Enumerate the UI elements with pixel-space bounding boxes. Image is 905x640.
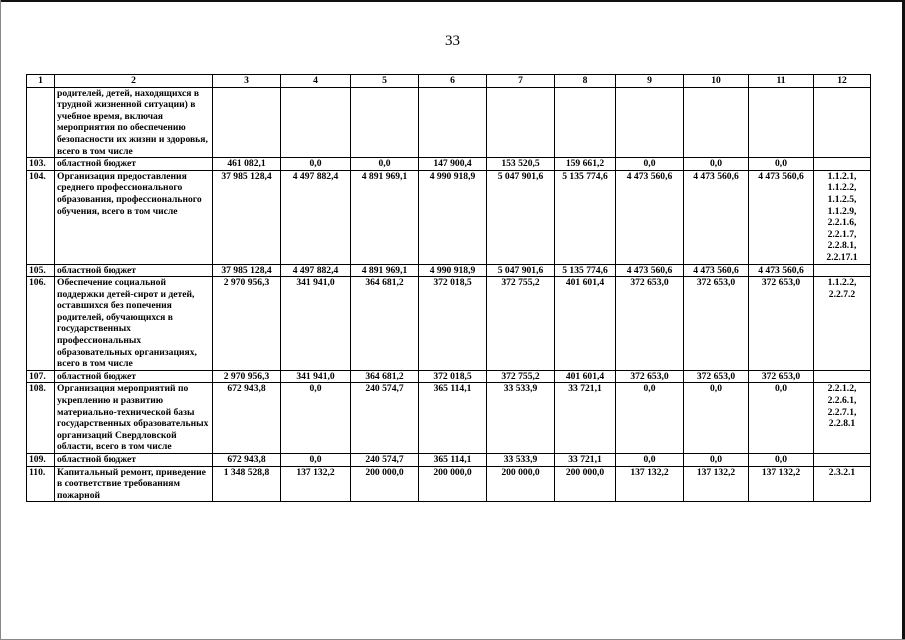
amount-cell: 401 601,4 — [555, 277, 616, 371]
amount-cell: 2 970 956,3 — [213, 277, 281, 371]
amount-cell: 0,0 — [351, 158, 419, 171]
amount-cell: 200 000,0 — [419, 466, 487, 502]
amount-cell: 0,0 — [684, 454, 749, 467]
amount-cell: 0,0 — [616, 158, 684, 171]
table-row — [27, 466, 871, 502]
amount-cell: 372 653,0 — [749, 277, 814, 371]
amount-cell: 4 497 882,4 — [281, 264, 351, 277]
amount-cell — [487, 87, 555, 158]
amount-cell: 341 941,0 — [281, 277, 351, 371]
target-reference-cell — [814, 87, 871, 158]
column-header: 11 — [749, 75, 814, 88]
scan-border-top — [0, 0, 905, 2]
amount-cell — [749, 87, 814, 158]
amount-cell — [684, 87, 749, 158]
column-header: 6 — [419, 75, 487, 88]
column-header: 2 — [55, 75, 213, 88]
table-row — [27, 87, 871, 158]
table-row — [27, 383, 871, 454]
row-number: 107. — [27, 370, 55, 383]
amount-cell: 5 135 774,6 — [555, 170, 616, 264]
table-row — [27, 454, 871, 467]
amount-cell: 147 900,4 — [419, 158, 487, 171]
amount-cell: 364 681,2 — [351, 370, 419, 383]
amount-cell — [213, 87, 281, 158]
amount-cell: 4 473 560,6 — [616, 170, 684, 264]
amount-cell: 4 891 969,1 — [351, 170, 419, 264]
target-reference: 1.1.2.2, — [827, 182, 857, 194]
row-number — [27, 87, 55, 158]
amount-cell: 401 601,4 — [555, 370, 616, 383]
column-header: 1 — [27, 75, 55, 88]
target-reference-cell — [814, 466, 871, 502]
amount-cell: 5 047 901,6 — [487, 264, 555, 277]
amount-cell: 1 348 528,8 — [213, 466, 281, 502]
target-reference-cell — [814, 454, 871, 467]
target-reference: 2.2.7.2 — [828, 288, 856, 300]
row-number: 104. — [27, 170, 55, 264]
target-reference: 2.3.2.1 — [828, 466, 856, 478]
amount-cell: 4 473 560,6 — [749, 264, 814, 277]
target-reference: 2.2.8.1 — [828, 418, 856, 430]
row-description: областной бюджет — [55, 158, 213, 171]
amount-cell: 0,0 — [749, 158, 814, 171]
amount-cell: 372 018,5 — [419, 277, 487, 371]
target-reference: 1.1.2.5, — [827, 193, 857, 205]
amount-cell: 137 132,2 — [684, 466, 749, 502]
table-body — [27, 87, 871, 502]
amount-cell: 365 114,1 — [419, 383, 487, 454]
amount-cell: 4 990 918,9 — [419, 264, 487, 277]
budget-table — [26, 74, 871, 502]
amount-cell: 365 114,1 — [419, 454, 487, 467]
target-reference: 1.1.2.9, — [827, 205, 857, 217]
target-reference: 1.1.2.2, — [827, 277, 857, 289]
amount-cell: 461 082,1 — [213, 158, 281, 171]
row-description: Организация предоставления среднего профессионального образования, профессионального обучения, всего в том числе — [55, 170, 213, 264]
row-description: Организация мероприятий по укреплению и развитию материально-технической базы государственных образовательных организаций Свердловской области, всего в том числе — [55, 383, 213, 454]
amount-cell: 4 497 882,4 — [281, 170, 351, 264]
column-header: 8 — [555, 75, 616, 88]
target-reference: 2.2.6.1, — [827, 395, 857, 407]
column-header: 10 — [684, 75, 749, 88]
row-number: 106. — [27, 277, 55, 371]
amount-cell: 0,0 — [749, 454, 814, 467]
amount-cell: 33 721,1 — [555, 383, 616, 454]
target-reference-cell — [814, 277, 871, 371]
column-header: 5 — [351, 75, 419, 88]
amount-cell: 372 653,0 — [749, 370, 814, 383]
table-row — [27, 170, 871, 264]
amount-cell: 33 533,9 — [487, 454, 555, 467]
target-reference: 1.1.2.1, — [827, 170, 857, 182]
amount-cell: 240 574,7 — [351, 383, 419, 454]
column-header: 7 — [487, 75, 555, 88]
column-header: 4 — [281, 75, 351, 88]
amount-cell: 4 473 560,6 — [616, 264, 684, 277]
amount-cell: 2 970 956,3 — [213, 370, 281, 383]
amount-cell: 200 000,0 — [487, 466, 555, 502]
amount-cell: 33 533,9 — [487, 383, 555, 454]
amount-cell: 372 653,0 — [684, 370, 749, 383]
amount-cell: 0,0 — [684, 383, 749, 454]
row-description: областной бюджет — [55, 264, 213, 277]
amount-cell: 37 985 128,4 — [213, 170, 281, 264]
amount-cell: 200 000,0 — [555, 466, 616, 502]
amount-cell: 37 985 128,4 — [213, 264, 281, 277]
amount-cell: 0,0 — [749, 383, 814, 454]
row-number: 109. — [27, 454, 55, 467]
target-reference-cell — [814, 170, 871, 264]
amount-cell: 4 990 918,9 — [419, 170, 487, 264]
amount-cell: 0,0 — [281, 158, 351, 171]
row-number: 103. — [27, 158, 55, 171]
target-reference: 2.2.7.1, — [827, 406, 857, 418]
row-number: 105. — [27, 264, 55, 277]
amount-cell: 137 132,2 — [749, 466, 814, 502]
amount-cell: 0,0 — [616, 454, 684, 467]
amount-cell — [281, 87, 351, 158]
page-number: 33 — [445, 33, 460, 49]
row-description: областной бюджет — [55, 370, 213, 383]
amount-cell: 364 681,2 — [351, 277, 419, 371]
amount-cell: 372 653,0 — [684, 277, 749, 371]
amount-cell: 672 943,8 — [213, 454, 281, 467]
row-description: областной бюджет — [55, 454, 213, 467]
amount-cell: 341 941,0 — [281, 370, 351, 383]
amount-cell: 137 132,2 — [616, 466, 684, 502]
amount-cell: 33 721,1 — [555, 454, 616, 467]
column-header: 3 — [213, 75, 281, 88]
amount-cell — [419, 87, 487, 158]
target-reference-cell — [814, 383, 871, 454]
amount-cell: 372 653,0 — [616, 277, 684, 371]
row-description: Капитальный ремонт, приведение в соответствие требованиям пожарной — [55, 466, 213, 502]
target-reference-cell — [814, 158, 871, 171]
target-reference-cell — [814, 370, 871, 383]
amount-cell: 0,0 — [281, 383, 351, 454]
table-row — [27, 158, 871, 171]
amount-cell: 5 135 774,6 — [555, 264, 616, 277]
scan-border-left — [0, 0, 1, 640]
target-reference: 2.2.8.1, — [827, 240, 857, 252]
target-reference-cell — [814, 264, 871, 277]
amount-cell: 0,0 — [684, 158, 749, 171]
amount-cell: 240 574,7 — [351, 454, 419, 467]
amount-cell: 372 755,2 — [487, 277, 555, 371]
column-header: 9 — [616, 75, 684, 88]
amount-cell: 5 047 901,6 — [487, 170, 555, 264]
amount-cell: 4 473 560,6 — [749, 170, 814, 264]
amount-cell — [351, 87, 419, 158]
amount-cell: 372 755,2 — [487, 370, 555, 383]
amount-cell: 0,0 — [281, 454, 351, 467]
amount-cell: 372 018,5 — [419, 370, 487, 383]
table-row — [27, 277, 871, 371]
amount-cell: 4 891 969,1 — [351, 264, 419, 277]
row-description: Обеспечение социальной поддержки детей-сирот и детей, оставшихся без попечения родителей, обучающихся в государственных профессиональных образовательных организациях, всего в том числе — [55, 277, 213, 371]
amount-cell: 4 473 560,6 — [684, 170, 749, 264]
amount-cell: 4 473 560,6 — [684, 264, 749, 277]
column-header: 12 — [814, 75, 871, 88]
target-reference: 2.2.1.6, — [827, 217, 857, 229]
target-reference: 2.2.1.7, — [827, 228, 857, 240]
amount-cell: 672 943,8 — [213, 383, 281, 454]
row-number: 110. — [27, 466, 55, 502]
amount-cell: 200 000,0 — [351, 466, 419, 502]
amount-cell — [555, 87, 616, 158]
target-reference: 2.2.17.1 — [826, 251, 858, 263]
row-description: родителей, детей, находящихся в трудной жизненной ситуации) в учебное время, включая мероприятия по обеспечению безопасности их жизни и здоровья, всего в том числе — [55, 87, 213, 158]
column-number-row — [27, 75, 871, 88]
amount-cell: 159 661,2 — [555, 158, 616, 171]
amount-cell: 0,0 — [616, 383, 684, 454]
target-reference: 2.2.1.2, — [827, 383, 857, 395]
row-number: 108. — [27, 383, 55, 454]
amount-cell: 137 132,2 — [281, 466, 351, 502]
amount-cell: 153 520,5 — [487, 158, 555, 171]
amount-cell: 372 653,0 — [616, 370, 684, 383]
table-row — [27, 264, 871, 277]
table-row — [27, 370, 871, 383]
amount-cell — [616, 87, 684, 158]
